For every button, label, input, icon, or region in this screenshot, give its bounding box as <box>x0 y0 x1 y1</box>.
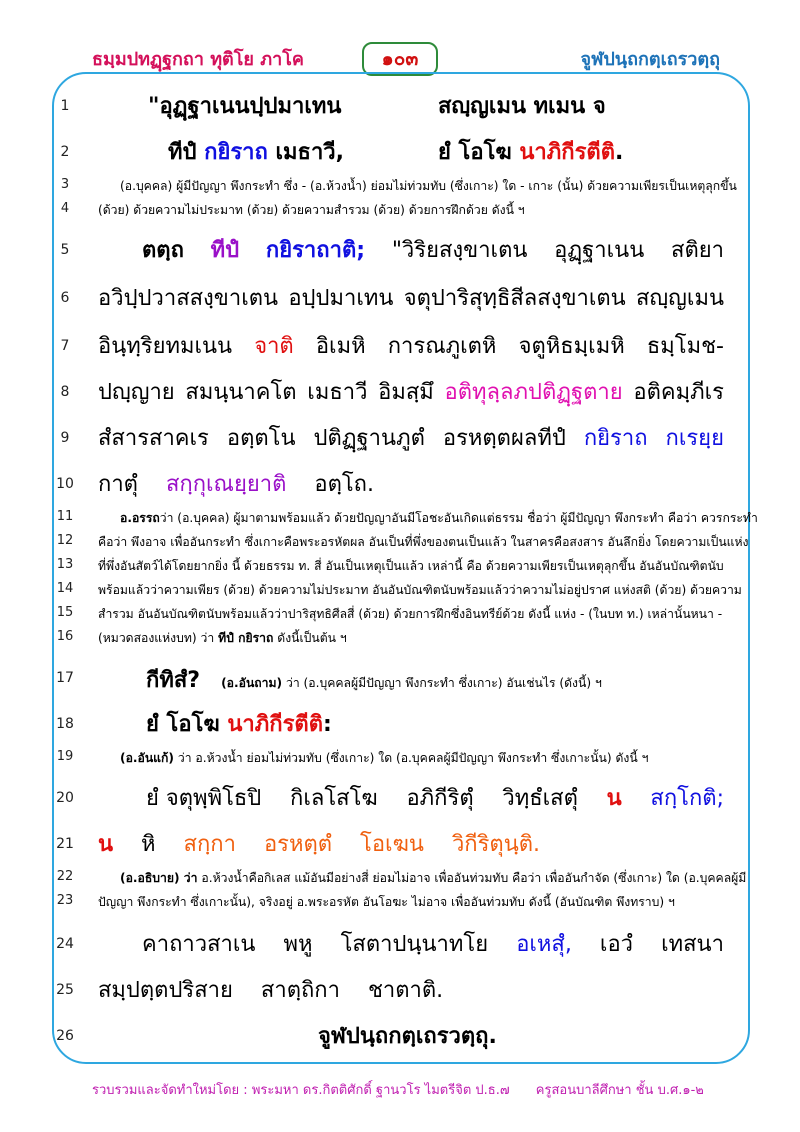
header-book-title: ธมฺมปทฏฺฐกถา ทุติโย ภาโค <box>92 49 304 70</box>
footer-compiler: รวบรวมและจัดทำใหม่โดย : พระมหา ดร.กิตติศักดิ์ ฐานวโร ไมตรีจิต ป.ธ.๗ <box>92 1083 510 1098</box>
page-number: ๑๐๓ <box>362 42 438 76</box>
header-story-title: จูฬปนฺถกตฺเถรวตฺถุ <box>580 49 720 70</box>
footer-teacher: ครูสอนบาลีศึกษา ชั้น บ.ศ.๑-๒ <box>535 1083 704 1098</box>
footer <box>92 1079 704 1100</box>
